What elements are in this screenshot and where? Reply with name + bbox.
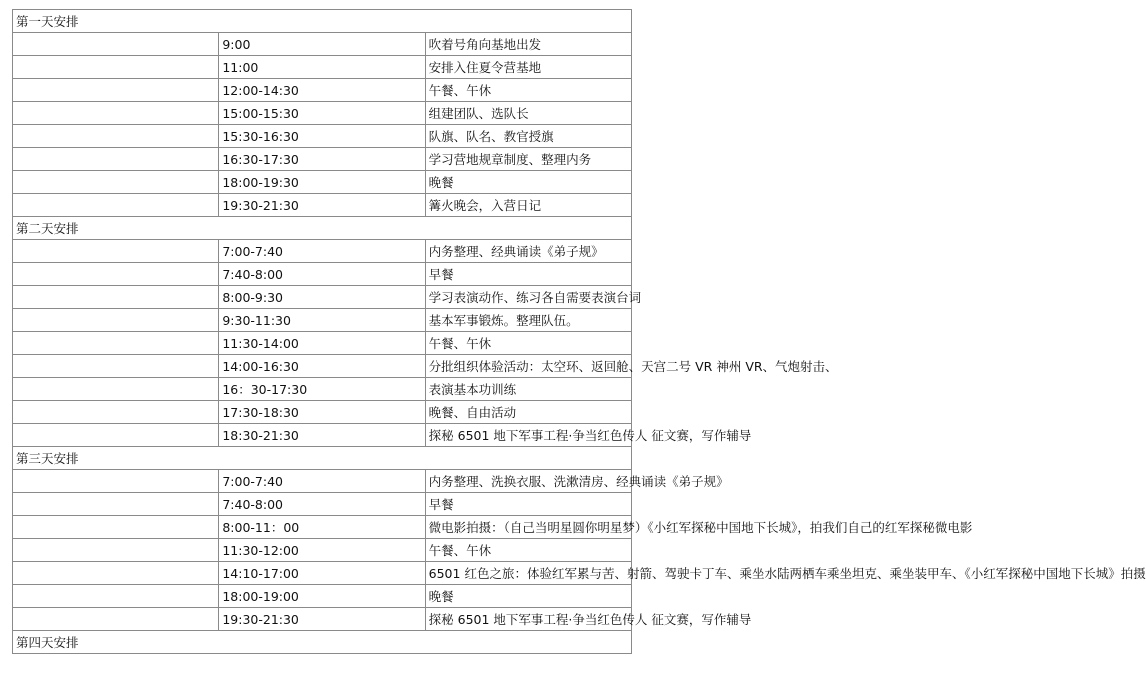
time-cell: 19:30-21:30 xyxy=(219,608,425,631)
indent-cell xyxy=(13,79,219,102)
activity-cell: 探秘 6501 地下军事工程·争当红色传人 征文赛，写作辅导 xyxy=(425,424,631,447)
schedule-row xyxy=(13,263,632,286)
day-title: 第三天安排 xyxy=(13,447,632,470)
day-header-row xyxy=(13,447,632,470)
activity-cell: 安排入住夏令营基地 xyxy=(425,56,631,79)
day-title: 第四天安排 xyxy=(13,631,632,654)
day-header-row xyxy=(13,631,632,654)
time-cell: 16：30-17:30 xyxy=(219,378,425,401)
indent-cell xyxy=(13,493,219,516)
schedule-row xyxy=(13,171,632,194)
indent-cell xyxy=(13,102,219,125)
schedule-row xyxy=(13,79,632,102)
activity-cell: 微电影拍摄：（自己当明星圆你明星梦）《小红军探秘中国地下长城》，拍我们自己的红军探秘微电影 xyxy=(425,516,631,539)
time-cell: 8:00-9:30 xyxy=(219,286,425,309)
activity-cell: 6501 红色之旅：体验红军累与苦、射箭、驾驶卡丁车、乘坐水陆两栖车乘坐坦克、乘坐装甲车、《小红军探秘中国地下长城》拍摄 xyxy=(425,562,631,585)
indent-cell xyxy=(13,516,219,539)
day-title: 第一天安排 xyxy=(13,10,632,33)
activity-cell: 午餐、午休 xyxy=(425,79,631,102)
activity-cell: 午餐、午休 xyxy=(425,539,631,562)
indent-cell xyxy=(13,378,219,401)
schedule-row xyxy=(13,585,632,608)
time-cell: 11:30-14:00 xyxy=(219,332,425,355)
schedule-row xyxy=(13,539,632,562)
schedule-row xyxy=(13,56,632,79)
time-cell: 19:30-21:30 xyxy=(219,194,425,217)
time-cell: 7:00-7:40 xyxy=(219,470,425,493)
activity-cell: 学习表演动作、练习各自需要表演台词 xyxy=(425,286,631,309)
schedule-row xyxy=(13,125,632,148)
activity-cell: 分批组织体验活动：太空环、返回舱、天宫二号 VR 神州 VR、气炮射击、 xyxy=(425,355,631,378)
indent-cell xyxy=(13,355,219,378)
indent-cell xyxy=(13,148,219,171)
activity-cell: 午餐、午休 xyxy=(425,332,631,355)
activity-cell: 表演基本功训练 xyxy=(425,378,631,401)
indent-cell xyxy=(13,585,219,608)
activity-cell: 篝火晚会，入营日记 xyxy=(425,194,631,217)
schedule-row xyxy=(13,194,632,217)
time-cell: 9:30-11:30 xyxy=(219,309,425,332)
activity-cell: 组建团队、选队长 xyxy=(425,102,631,125)
activity-cell: 队旗、队名、教官授旗 xyxy=(425,125,631,148)
time-cell: 8:00-11：00 xyxy=(219,516,425,539)
indent-cell xyxy=(13,309,219,332)
activity-cell: 晚餐、自由活动 xyxy=(425,401,631,424)
day-header-row xyxy=(13,217,632,240)
activity-cell: 早餐 xyxy=(425,493,631,516)
indent-cell xyxy=(13,125,219,148)
schedule-row xyxy=(13,470,632,493)
time-cell: 11:00 xyxy=(219,56,425,79)
time-cell: 18:30-21:30 xyxy=(219,424,425,447)
schedule-row xyxy=(13,240,632,263)
time-cell: 12:00-14:30 xyxy=(219,79,425,102)
indent-cell xyxy=(13,401,219,424)
time-cell: 15:00-15:30 xyxy=(219,102,425,125)
schedule-row xyxy=(13,148,632,171)
activity-cell: 吹着号角向基地出发 xyxy=(425,33,631,56)
indent-cell xyxy=(13,263,219,286)
indent-cell xyxy=(13,56,219,79)
time-cell: 16:30-17:30 xyxy=(219,148,425,171)
indent-cell xyxy=(13,562,219,585)
time-cell: 7:40-8:00 xyxy=(219,493,425,516)
indent-cell xyxy=(13,424,219,447)
time-cell: 7:40-8:00 xyxy=(219,263,425,286)
indent-cell xyxy=(13,194,219,217)
time-cell: 17:30-18:30 xyxy=(219,401,425,424)
schedule-row xyxy=(13,309,632,332)
schedule-row xyxy=(13,562,632,585)
activity-cell: 晚餐 xyxy=(425,585,631,608)
indent-cell xyxy=(13,240,219,263)
camp-schedule-table xyxy=(12,9,1146,654)
time-cell: 11:30-12:00 xyxy=(219,539,425,562)
activity-cell: 晚餐 xyxy=(425,171,631,194)
indent-cell xyxy=(13,33,219,56)
time-cell: 14:00-16:30 xyxy=(219,355,425,378)
indent-cell xyxy=(13,286,219,309)
indent-cell xyxy=(13,539,219,562)
indent-cell xyxy=(13,332,219,355)
schedule-row xyxy=(13,286,632,309)
schedule-row xyxy=(13,378,632,401)
time-cell: 7:00-7:40 xyxy=(219,240,425,263)
day-title: 第二天安排 xyxy=(13,217,632,240)
time-cell: 15:30-16:30 xyxy=(219,125,425,148)
schedule-row xyxy=(13,102,632,125)
indent-cell xyxy=(13,171,219,194)
schedule-row xyxy=(13,424,632,447)
schedule-row xyxy=(13,401,632,424)
schedule-row xyxy=(13,516,632,539)
activity-cell: 内务整理、经典诵读《弟子规》 xyxy=(425,240,631,263)
activity-cell: 内务整理、洗换衣服、洗漱清房、经典诵读《弟子规》 xyxy=(425,470,631,493)
activity-cell: 早餐 xyxy=(425,263,631,286)
time-cell: 9:00 xyxy=(219,33,425,56)
schedule-row xyxy=(13,493,632,516)
activity-cell: 学习营地规章制度、整理内务 xyxy=(425,148,631,171)
time-cell: 14:10-17:00 xyxy=(219,562,425,585)
activity-cell: 探秘 6501 地下军事工程·争当红色传人 征文赛，写作辅导 xyxy=(425,608,631,631)
activity-cell: 基本军事锻炼。整理队伍。 xyxy=(425,309,631,332)
time-cell: 18:00-19:00 xyxy=(219,585,425,608)
schedule-row xyxy=(13,33,632,56)
schedule-row xyxy=(13,355,632,378)
schedule-row xyxy=(13,608,632,631)
indent-cell xyxy=(13,470,219,493)
time-cell: 18:00-19:30 xyxy=(219,171,425,194)
indent-cell xyxy=(13,608,219,631)
schedule-body xyxy=(13,10,1146,654)
schedule-row xyxy=(13,332,632,355)
day-header-row xyxy=(13,10,632,33)
